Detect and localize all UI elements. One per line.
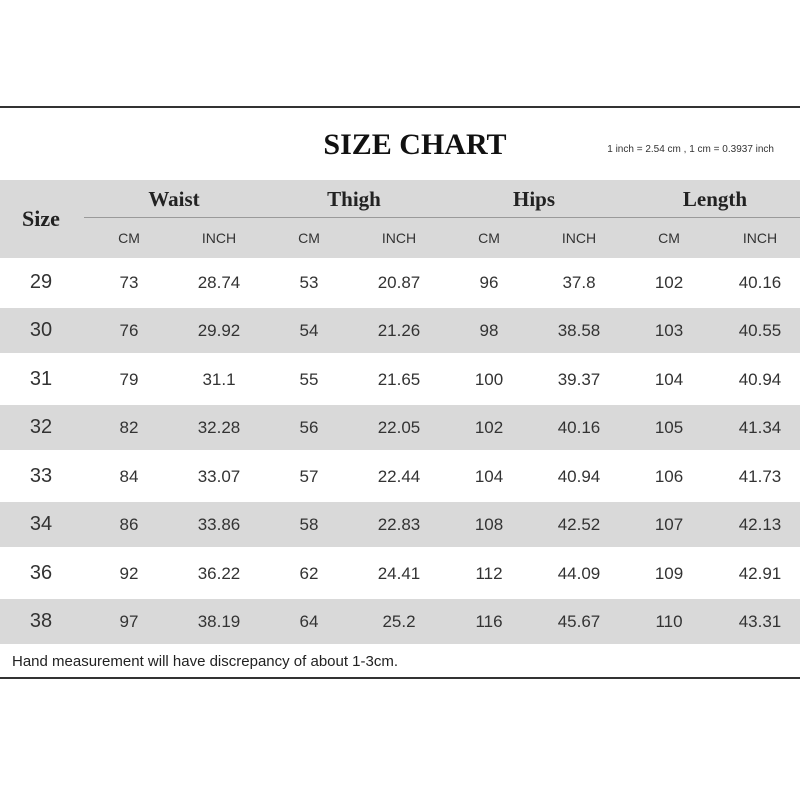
title-row xyxy=(0,108,800,180)
hips-cm-cell: 96 xyxy=(479,272,499,292)
length-inch-cell: 42.91 xyxy=(738,563,782,583)
length-cm-cell: 102 xyxy=(654,272,684,292)
waist-header: Waist xyxy=(148,186,200,211)
size-cell: 30 xyxy=(29,319,53,341)
hips-inch-header: INCH xyxy=(561,230,597,246)
hips-inch-cell: 45.67 xyxy=(557,611,601,631)
length-cm-cell: 103 xyxy=(654,320,684,340)
thigh-inch-cell: 21.65 xyxy=(377,369,421,389)
hips-cm-cell: 116 xyxy=(475,611,503,631)
thigh-cm-cell: 57 xyxy=(299,466,319,486)
chart-title: SIZE CHART xyxy=(323,128,507,161)
waist-cm-cell: 79 xyxy=(119,369,139,389)
length-cm-cell: 106 xyxy=(654,466,684,486)
length-header: Length xyxy=(682,186,748,211)
length-cm-cell: 104 xyxy=(654,369,684,389)
hips-cm-cell: 100 xyxy=(474,369,504,389)
waist-cm-header: CM xyxy=(118,230,140,246)
hips-inch-cell: 39.37 xyxy=(557,369,601,389)
waist-cm-cell: 92 xyxy=(119,563,139,583)
length-cm-cell: 109 xyxy=(654,563,684,583)
length-inch-cell: 43.31 xyxy=(738,611,782,631)
table-row xyxy=(0,357,800,402)
measurement-note: Hand measurement will have discrepancy of about 1-3cm. xyxy=(12,653,399,670)
size-cell: 32 xyxy=(29,416,53,438)
size-cell: 31 xyxy=(29,368,53,390)
waist-cm-cell: 82 xyxy=(119,417,139,437)
thigh-inch-header: INCH xyxy=(381,230,417,246)
length-inch-cell: 41.73 xyxy=(738,466,782,486)
hips-inch-cell: 40.16 xyxy=(557,417,601,437)
thigh-inch-cell: 20.87 xyxy=(377,272,421,292)
thigh-cm-cell: 62 xyxy=(299,563,319,583)
waist-cm-cell: 84 xyxy=(119,466,139,486)
length-inch-cell: 40.55 xyxy=(738,320,782,340)
thigh-cm-header: CM xyxy=(298,230,320,246)
hips-cm-cell: 112 xyxy=(475,563,503,583)
size-cell: 36 xyxy=(29,562,53,584)
hips-inch-cell: 44.09 xyxy=(557,563,601,583)
table-row xyxy=(0,502,800,547)
thigh-inch-cell: 24.41 xyxy=(377,563,421,583)
thigh-inch-cell: 25.2 xyxy=(382,611,416,631)
hips-cm-cell: 98 xyxy=(479,320,499,340)
length-cm-cell: 110 xyxy=(655,611,683,631)
length-inch-cell: 41.34 xyxy=(738,417,782,437)
hips-inch-cell: 42.52 xyxy=(557,514,601,534)
waist-cm-cell: 73 xyxy=(119,272,139,292)
thigh-cm-cell: 64 xyxy=(299,611,319,631)
thigh-inch-cell: 22.44 xyxy=(377,466,421,486)
waist-inch-cell: 29.92 xyxy=(197,320,241,340)
thigh-cm-cell: 55 xyxy=(299,369,319,389)
table-header xyxy=(0,180,800,258)
hips-header: Hips xyxy=(512,186,556,211)
length-inch-header: INCH xyxy=(742,230,778,246)
table-row xyxy=(0,454,800,499)
thigh-inch-cell: 22.83 xyxy=(377,514,421,534)
size-column-header: Size xyxy=(22,206,60,231)
thigh-inch-cell: 21.26 xyxy=(377,320,421,340)
waist-inch-cell: 38.19 xyxy=(197,611,241,631)
size-cell: 38 xyxy=(29,610,53,632)
waist-inch-cell: 33.86 xyxy=(197,514,241,534)
hips-cm-header: CM xyxy=(478,230,500,246)
length-inch-cell: 40.16 xyxy=(738,272,782,292)
conversion-note: 1 inch = 2.54 cm , 1 cm = 0.3937 inch xyxy=(607,144,774,155)
table-row xyxy=(0,599,800,644)
hips-inch-cell: 37.8 xyxy=(562,272,596,292)
hips-cm-cell: 102 xyxy=(474,417,504,437)
table-row xyxy=(0,405,800,450)
size-cell: 33 xyxy=(29,465,53,487)
thigh-cm-cell: 56 xyxy=(299,417,319,437)
thigh-header: Thigh xyxy=(327,186,381,211)
length-inch-cell: 42.13 xyxy=(738,514,782,534)
hips-cm-cell: 104 xyxy=(474,466,504,486)
table-row xyxy=(0,308,800,353)
waist-inch-cell: 33.07 xyxy=(197,466,241,486)
length-inch-cell: 40.94 xyxy=(738,369,782,389)
waist-inch-cell: 28.74 xyxy=(197,272,241,292)
hips-cm-cell: 108 xyxy=(474,514,504,534)
length-cm-cell: 105 xyxy=(654,417,684,437)
waist-cm-cell: 97 xyxy=(119,611,139,631)
length-cm-cell: 107 xyxy=(654,514,684,534)
waist-inch-cell: 32.28 xyxy=(197,417,241,437)
size-cell: 34 xyxy=(29,513,53,535)
waist-cm-cell: 86 xyxy=(119,514,139,534)
thigh-cm-cell: 58 xyxy=(299,514,319,534)
thigh-cm-cell: 54 xyxy=(299,320,319,340)
thigh-cm-cell: 53 xyxy=(299,272,319,292)
hips-inch-cell: 40.94 xyxy=(557,466,601,486)
table-row xyxy=(0,260,800,305)
size-chart xyxy=(0,106,800,679)
hips-inch-cell: 38.58 xyxy=(557,320,601,340)
waist-cm-cell: 76 xyxy=(119,320,139,340)
size-cell: 29 xyxy=(29,271,53,293)
waist-inch-cell: 36.22 xyxy=(197,563,241,583)
waist-inch-cell: 31.1 xyxy=(202,369,236,389)
length-cm-header: CM xyxy=(658,230,680,246)
waist-inch-header: INCH xyxy=(201,230,237,246)
table-row xyxy=(0,551,800,596)
thigh-inch-cell: 22.05 xyxy=(377,417,421,437)
